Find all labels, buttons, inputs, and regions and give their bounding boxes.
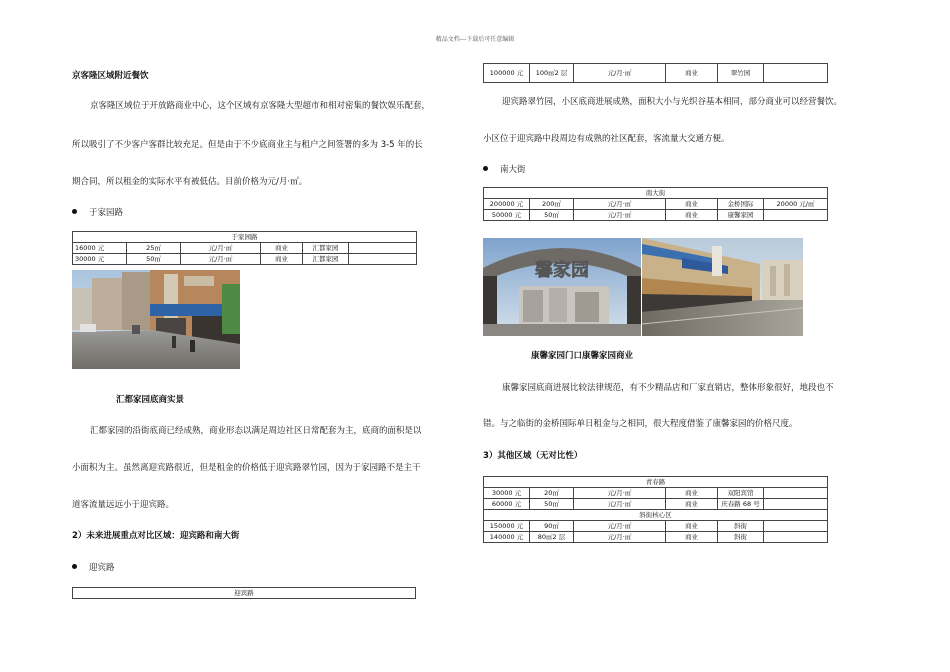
table-title: 迎宾路 (73, 588, 416, 599)
bullet-label: 于家园路 (89, 208, 124, 218)
paragraph-line: 康馨家园底商进展比较法律规范，有不少精品店和厂家直销店，整体形象很好，地段也不 (502, 383, 834, 393)
paragraph-line: 道客流量远远小于迎宾路。 (72, 500, 175, 510)
section-heading-future: 2）未来进展重点对比区域：迎宾路和南大街 (72, 531, 240, 541)
section-heading-jingkelong: 京客隆区域附近餐饮 (72, 71, 149, 81)
table-row: 30000 元 20㎡ 元/月·㎡ 商业 双阳宾馆 (484, 488, 828, 499)
paragraph-line: 迎宾路翠竹园，小区底商进展成熟，面积大小与光织谷基本相同，部分商业可以经营餐饮。 (502, 97, 843, 107)
rent-table-other (483, 476, 828, 543)
table-title: 青春路 (484, 477, 828, 488)
rent-table-yujiayuan (72, 231, 417, 265)
bullet-dot-icon (483, 166, 488, 171)
paragraph-line: 小区位于迎宾路中段周边有成熟的社区配套，客流量大交通方便。 (483, 134, 730, 144)
photo-kangxin-gate (483, 238, 641, 336)
paragraph-line: 所以吸引了不少客户客群比较充足。但是由于不少底商业主与租户之间签署的多为 3-5 年的长 (72, 140, 423, 150)
table-row: 30000 元 50㎡ 元/月·㎡ 商业 汇都家园 (73, 254, 417, 265)
gate-sign-text: 馨家园 (535, 260, 589, 281)
photo-caption-kangxin: 康馨家园门口康馨家园商业 (531, 351, 634, 361)
bullet-label: 南大街 (500, 165, 526, 175)
page-header: 精品文档---下载后可任意编辑 (435, 36, 515, 43)
table-row: 100000 元 100㎡2 层 元/月·㎡ 商业 翠竹园 (484, 64, 828, 83)
table-subtitle: 斜街核心区 (484, 510, 828, 521)
bullet-dot-icon (72, 209, 77, 214)
paragraph-line: 小面积为主。虽然离迎宾路很近，但是租金的价格低于迎宾路翠竹园，因为于家园路不是主干 (72, 463, 421, 473)
rent-table-yingbinlu (72, 587, 416, 599)
table-title: 于家园路 (73, 232, 417, 243)
table-row: 16000 元 25㎡ 元/月·㎡ 商业 汇都家园 (73, 243, 417, 254)
photo-caption-huidu: 汇都家园底商实景 (116, 395, 185, 405)
rent-table-nandajie (483, 187, 828, 221)
bullet-label: 迎宾路 (89, 563, 115, 573)
table-row: 200000 元 200㎡ 元/月·㎡ 商业 金桥国际 20000 元/㎡ (484, 199, 828, 210)
bullet-dot-icon (72, 564, 77, 569)
table-title: 南大街 (484, 188, 828, 199)
table-row: 140000 元 80㎡2 层 元/月·㎡ 商业 斜街 (484, 532, 828, 543)
paragraph-line: 错。与之临街的金桥国际单日租金与之相同，很大程度借鉴了康馨家园的价格尺度。 (483, 419, 798, 429)
table-row: 50000 元 50㎡ 元/月·㎡ 商业 康馨家园 (484, 210, 828, 221)
section-heading-other: 3）其他区域（无对比性） (483, 451, 583, 461)
paragraph-line: 京客隆区域位于开放路商业中心，这个区域有京客隆大型超市和相对密集的餐饮娱乐配套， (90, 101, 431, 111)
bullet-yujiayuan (72, 207, 123, 219)
photo-huidu-street (72, 270, 240, 369)
paragraph-line: 期合同，所以租金的实际水平有被低估。目前价格为元/月·㎡。 (72, 177, 308, 187)
paragraph-line: 汇都家园的沿街底商已经成熟，商业形态以满足周边社区日常配套为主，底商的面积是以 (90, 426, 422, 436)
table-row: 60000 元 50㎡ 元/月·㎡ 商业 庆春路 68 号 (484, 499, 828, 510)
photo-kangxin-shops (642, 238, 803, 336)
rent-table-yingbinlu-row (483, 63, 828, 83)
bullet-yingbinlu (72, 562, 115, 574)
bullet-nandajie (483, 164, 526, 176)
table-row: 150000 元 90㎡ 元/月·㎡ 商业 斜街 (484, 521, 828, 532)
